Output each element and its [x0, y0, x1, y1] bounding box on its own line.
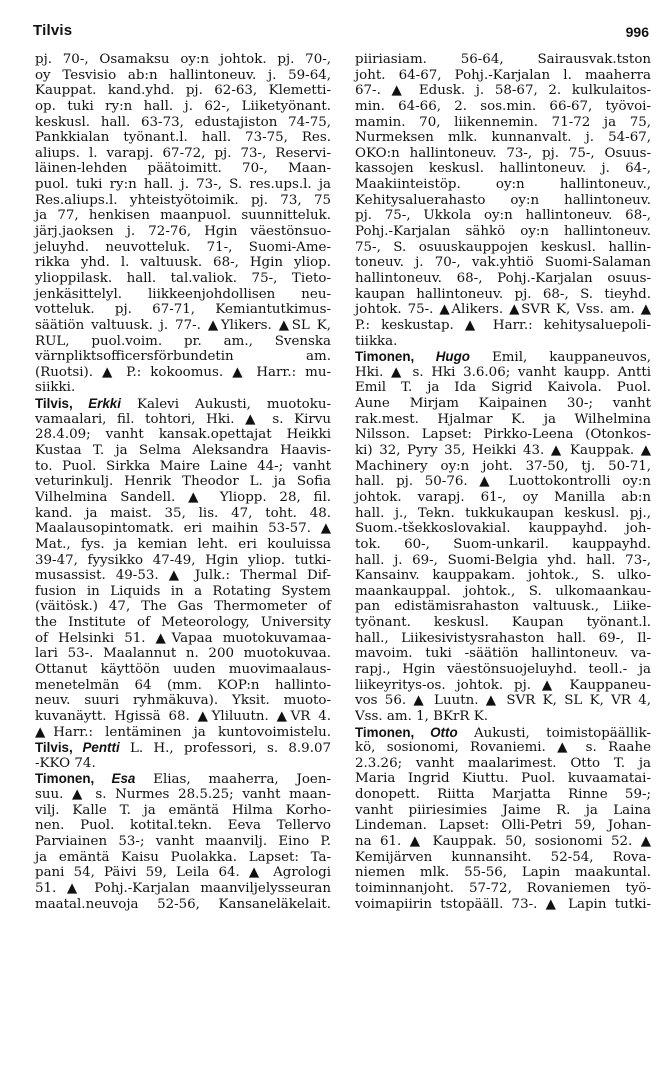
text-line [355, 490, 651, 506]
line-text: voimapiirin tstopääll. 73-. ▲ Lapin tutki- [355, 896, 651, 912]
text-line [355, 365, 651, 381]
text-line [35, 52, 331, 68]
text-line [355, 177, 651, 193]
text-line [35, 146, 331, 162]
text-line [35, 631, 331, 647]
line-text: hall. pj. 50-76. ▲ Luottokontrolli oy:n [355, 474, 651, 490]
text-line [355, 427, 651, 443]
text-line [35, 599, 331, 615]
text-line [35, 224, 331, 240]
text-line [355, 318, 651, 334]
line-text: P.: keskustap. ▲ Harr.: kehitysaluepoli- [355, 317, 651, 333]
line-text: kand. ja maist. 35, lis. 47, toht. 48. [35, 505, 331, 521]
line-text: kaupan hallintoneuv. pj. 68-, S. tieyhd. [355, 286, 651, 302]
text-line [35, 740, 331, 756]
text-line [355, 83, 651, 99]
text-line [355, 68, 651, 84]
text-line [35, 615, 331, 631]
line-text: tok. 60-, Suom-unkaril. kauppayhd. [355, 536, 651, 552]
text-line [35, 177, 331, 193]
line-text: piiriasiam. 56-64, Sairausvak.tston [355, 52, 651, 67]
line-text: to. Puol. Sirkka Maire Laine 44-; vanht [35, 458, 331, 474]
text-line [35, 537, 331, 553]
line-text: 75-, S. osuuskauppojen keskusl. hallin- [355, 239, 651, 255]
line-text: vos 56. ▲ Luutn. ▲ SVR K, SL K, VR 4, [355, 693, 651, 709]
text-line [35, 709, 331, 725]
line-text: Maria Ingrid Kiuttu. Puol. kuvaamatai- [355, 771, 651, 787]
text-line [355, 881, 651, 897]
line-text: Lindeman. Lapset: Olli-Petri 59, Johan- [355, 818, 651, 834]
text-line [35, 459, 331, 475]
line-text: RUL, puol.voim. pr. am., Svenska [35, 333, 331, 349]
line-text: kö, sosionomi, Rovaniemi. ▲ s. Raahe [355, 740, 651, 756]
line-text: 39-47, fyysikko 47-49, Hgin yliop. tutki- [35, 552, 331, 568]
text-line [35, 255, 331, 271]
text-line [355, 412, 651, 428]
text-line [35, 897, 331, 913]
text-line [355, 380, 651, 396]
text-line [35, 412, 331, 428]
line-text: säätiön valtuusk. j. 77-. ▲Ylikers. ▲SL K, [35, 317, 331, 333]
line-text: -KKO 74. [35, 755, 96, 771]
text-line [355, 271, 651, 287]
line-text: Mat., fys. ja kemian leht. eri kouluissa [35, 536, 331, 552]
text-line [35, 240, 331, 256]
text-line [35, 490, 331, 506]
text-line [355, 568, 651, 584]
text-line [35, 83, 331, 99]
line-text: (väitösk.) 47, The Gas Thermometer of [35, 599, 331, 615]
line-text: OKO:n hallintoneuv. 73-, pj. 75-, Osuus- [355, 145, 651, 161]
text-line [355, 599, 651, 615]
line-text: maatal.neuvoja 52-56, Kansaneläkelait. [35, 896, 331, 912]
line-text: Hki. ▲ s. Hki 3.6.06; vanht kaupp. Antti [355, 364, 651, 380]
text-line [355, 115, 651, 131]
text-line [35, 302, 331, 318]
text-line [35, 725, 331, 741]
line-text: Suom.-tšekkoslovakial. kauppayhd. joh- [355, 521, 651, 537]
line-text: työnant. keskusl. Kaupan työnant.l. [355, 615, 651, 631]
text-line [35, 506, 331, 522]
line-text: vilj. Kalle T. ja emäntä Hilma Korho- [35, 802, 331, 818]
text-line [355, 787, 651, 803]
text-line [35, 193, 331, 209]
line-text: vanht piiriesimies Jaime R. ja Laina [355, 802, 651, 818]
text-line [35, 349, 331, 365]
text-line [355, 693, 651, 709]
text-line [355, 52, 651, 68]
line-text: Kalevi Aukusti, muotoku- [120, 397, 331, 413]
text-line [355, 897, 651, 913]
line-text: ja 77, henkisen maanpuol. suunnitteluk. [35, 208, 331, 224]
line-text: Emil, kauppaneuvos, [469, 350, 651, 366]
entry-given-name: Hugo [435, 349, 470, 365]
text-line [355, 803, 651, 819]
text-line [35, 443, 331, 459]
text-line [355, 146, 651, 162]
line-text: ki) 32, Pyry 35, Heikki 43. ▲ Kauppak. ▲ [355, 443, 651, 459]
text-line [35, 834, 331, 850]
text-line [355, 396, 651, 412]
text-line [35, 568, 331, 584]
line-text: rapj., Hgin väestönsuojeluyhd. teoll.- ja [355, 661, 651, 677]
line-text: oy Tesvisio ab:n hallintoneuv. j. 59-64, [35, 67, 331, 83]
text-line [35, 678, 331, 694]
text-line [35, 474, 331, 490]
text-line [355, 287, 651, 303]
text-line [35, 756, 331, 772]
line-text: ylioppilask. hall. tal.valiok. 75-, Tieto- [35, 270, 331, 286]
text-line [355, 678, 651, 694]
line-text: rikka yhd. l. valtuusk. 68-, Hgin yliop. [35, 255, 331, 271]
text-line [35, 208, 331, 224]
page-number: 996 [625, 24, 649, 40]
text-line [35, 427, 331, 443]
line-text: suu. ▲ s. Nurmes 28.5.25; vanht maan- [35, 787, 331, 803]
text-line [355, 224, 651, 240]
line-text: järj.jaoksen j. 72-76, Hgin väestönsuo- [35, 224, 331, 240]
entry-headword: Timonen, [355, 349, 436, 365]
text-line [355, 130, 651, 146]
page-header [33, 22, 649, 44]
text-line [35, 130, 331, 146]
entry-headword: Tilvis, [35, 396, 89, 412]
entry-headword: Timonen, [355, 724, 431, 740]
text-line [355, 631, 651, 647]
text-line [35, 865, 331, 881]
line-text: 51. ▲ Pohj.-Karjalan maanviljelysseuran [35, 880, 331, 896]
line-text: Kauppat. kand.yhd. pj. 62-63, Klemetti- [35, 83, 331, 99]
text-line [35, 693, 331, 709]
entry-given-name: Erkki [88, 396, 121, 412]
line-text: Vss. am. 1, BKrR K. [355, 708, 488, 724]
line-text: of Helsinki 51. ▲Vapaa muotokuvamaa- [35, 630, 331, 646]
line-text: maankauppal. johtok., S. ulkomaankau- [355, 583, 651, 599]
text-line [35, 161, 331, 177]
line-text: veturinkulj. Henrik Theodor L. ja Sofia [35, 474, 331, 490]
line-text: Nilsson. Lapset: Pirkko-Leena (Otonkos- [355, 427, 651, 443]
entry-headword: Timonen, [35, 771, 112, 787]
line-text: värnpliktsofficersförbundetin am. [35, 349, 331, 365]
text-line [35, 365, 331, 381]
text-line [355, 850, 651, 866]
line-text: pj. 70-, Osamaksu oy:n johtok. pj. 70-, [35, 52, 331, 67]
text-line [355, 537, 651, 553]
line-text: neuv. suuri ryhmäkuva). Yksit. muoto- [35, 693, 331, 709]
line-text: hall. j. 69-, Suomi-Belgia yhd. hall. 73-, [355, 552, 651, 568]
line-text: 67-. ▲ Edusk. j. 58-67, 2. kulkulaitos- [355, 83, 651, 99]
line-text: jeluyhd. neuvotteluk. 71-, Suomi-Ame- [35, 239, 331, 255]
line-text: toneuv. j. 70-, vak.yhtiö Suomi-Salaman [355, 255, 651, 271]
line-text: Aune Mirjam Kaipainen 30-; vanht [355, 396, 651, 412]
text-line [355, 474, 651, 490]
line-text: Kemijärven kunnansiht. 52-54, Rova- [355, 849, 651, 865]
text-line [35, 115, 331, 131]
line-text: mavoim. tuki -säätiön hallintoneuv. va- [355, 646, 651, 662]
line-text: Elias, maaherra, Joen- [135, 772, 331, 788]
line-text: Kehitysaluerahasto oy:n hallintoneuv. [355, 192, 651, 208]
text-line [35, 334, 331, 350]
line-text: Machinery oy:n joht. 37-50, tj. 50-71, [355, 458, 651, 474]
text-line [355, 255, 651, 271]
line-text: liikeyritys-os. johtok. pj. ▲ Kauppaneu- [355, 677, 651, 693]
text-line [35, 646, 331, 662]
line-text: toiminnanjoht. 57-72, Rovaniemen työ- [355, 880, 651, 896]
line-text: Res.aliups.l. yhteistyötoimik. pj. 73, 75 [35, 192, 331, 208]
text-line [355, 334, 651, 350]
line-text: johtok. varapj. 61-, oy Manilla ab:n [355, 489, 651, 505]
line-text: jenkäsittelyl. liikkeenjohdollisen neu- [35, 286, 331, 302]
line-text: pan edistämisrahaston valtuusk., Liike- [355, 599, 651, 615]
text-line [355, 662, 651, 678]
line-text: lari 53-. Maalannut n. 200 muotokuvaa. [35, 646, 331, 662]
line-text: joht. 64-67, Pohj.-Karjalan l. maaherra [355, 67, 651, 83]
line-text: 2.3.26; vanht maalarimest. Otto T. ja [355, 755, 651, 771]
text-line [355, 646, 651, 662]
line-text: Pohj.-Karjalan sähkö oy:n hallintoneuv. [355, 224, 651, 240]
line-text: aliups. l. varapj. 67-72, pj. 73-, Reservi- [35, 145, 331, 161]
line-text: vamaalari, fil. tohtori, Hki. ▲ s. Kirvu [35, 411, 331, 427]
line-text: kuvanäytt. Hgissä 68. ▲Yliluutn. ▲VR 4. [35, 708, 331, 724]
right-column [355, 52, 651, 912]
line-text: L. H., professori, s. 8.9.07 [119, 741, 331, 757]
line-text: the Institute of Meteorology, University [35, 615, 331, 631]
line-text: Aukusti, toimistopäällik- [457, 725, 651, 741]
entry-headword: Tilvis, [35, 740, 83, 756]
text-line [35, 271, 331, 287]
text-line [355, 740, 651, 756]
text-line [355, 756, 651, 772]
text-line [35, 318, 331, 334]
line-text: Ottanut käyttöön uuden muovimaalaus- [35, 661, 331, 677]
text-line [355, 584, 651, 600]
line-text: menetelmän 64 (mm. KOP:n hallinto- [35, 677, 331, 693]
line-text: tiikka. [355, 333, 398, 349]
text-line [35, 68, 331, 84]
line-text: nen. Puol. kotital.tekn. Eeva Tellervo [35, 818, 331, 834]
text-line [35, 584, 331, 600]
line-text: puol. tuki ry:n hall. j. 73-, S. res.ups.l. ja [35, 177, 331, 193]
text-line [355, 709, 651, 725]
line-text: Nurmeksen mlk. kunnanvalt. j. 54-67, [355, 130, 651, 146]
entry-given-name: Pentti [82, 740, 120, 756]
line-text: niemen mlk. 55-56, Lapin maakuntal. [355, 865, 651, 881]
line-text: Pankkialan työnant.l. hall. 73-75, Res. [35, 130, 331, 146]
text-line [355, 521, 651, 537]
text-line [35, 99, 331, 115]
running-head: Tilvis [33, 22, 73, 39]
line-text: pani 54, Päivi 59, Leila 64. ▲ Agrologi [35, 865, 331, 881]
line-text: 28.4.09; vanht kansak.opettajat Heikki [35, 427, 331, 443]
entry-given-name: Otto [430, 724, 458, 740]
line-text: ja emäntä Kaisu Puolakka. Lapset: Ta- [35, 849, 331, 865]
text-line [355, 615, 651, 631]
text-line [355, 865, 651, 881]
text-line [355, 302, 651, 318]
text-line [355, 161, 651, 177]
text-line [355, 818, 651, 834]
text-line [355, 193, 651, 209]
line-text: pj. 75-, Ukkola oy:n hallintoneuv. 68-, [355, 208, 651, 224]
text-line [35, 287, 331, 303]
line-text: läinen-lehden päätoimitt. 70-, Maan- [35, 161, 331, 177]
text-line [355, 553, 651, 569]
line-text: johtok. 75-. ▲Alikers. ▲SVR K, Vss. am. ▲ [355, 302, 651, 318]
line-text: Vilhelmina Sandell. ▲ Yliopp. 28, fil. [35, 489, 331, 505]
text-line [355, 725, 651, 741]
text-line [35, 662, 331, 678]
line-text: donopett. Riitta Marjatta Rinne 59-; [355, 787, 651, 803]
line-text: votteluk. pj. 67-71, Kemiantutkimus- [35, 302, 331, 318]
line-text: hall. j., Tekn. tukkukaupan keskusl. pj., [355, 505, 651, 521]
line-text: fusion in Liquids in a Rotating System [35, 583, 331, 599]
text-line [35, 803, 331, 819]
text-line [355, 771, 651, 787]
line-text: (Ruotsi). ▲ P.: kokoomus. ▲ Harr.: mu- [35, 364, 331, 380]
text-line [355, 459, 651, 475]
text-line [355, 834, 651, 850]
entry-given-name: Esa [111, 771, 136, 787]
line-text: min. 64-66, 2. sos.min. 66-67, työvoi- [355, 98, 651, 114]
text-line [35, 850, 331, 866]
text-line [35, 787, 331, 803]
text-line [35, 771, 331, 787]
line-text: Kansainv. kauppakam. johtok., S. ulko- [355, 568, 651, 584]
text-line [35, 521, 331, 537]
text-line [355, 240, 651, 256]
left-column [35, 52, 331, 912]
text-line [35, 380, 331, 396]
text-line [355, 99, 651, 115]
text-line [35, 396, 331, 412]
line-text: Maalausopintomatk. eri maihin 53-57. ▲ [35, 521, 331, 537]
line-text: na 61. ▲ Kauppak. 50, sosionomi 52. ▲ [355, 834, 651, 850]
line-text: hallintoneuv. 68-, Pohj.-Karjalan osuus- [355, 270, 651, 286]
line-text: op. tuki ry:n hall. j. 62-, Liiketyönant. [35, 98, 331, 114]
text-line [355, 208, 651, 224]
line-text: hall., Liikesivistysrahaston hall. 69-, Il- [355, 630, 651, 646]
line-text: Emil T. ja Ida Sigrid Kaivola. Puol. [355, 380, 651, 396]
text-line [35, 818, 331, 834]
line-text: Parviainen 53-; vanht maanvilj. Eino P. [35, 834, 331, 850]
line-text: mamin. 70, liikennemin. 71-72 ja 75, [355, 114, 651, 130]
line-text: keskusl. hall. 63-73, edustajiston 74-75, [35, 114, 331, 130]
line-text: kassojen keskusl. hallintoneuv. j. 64-, [355, 161, 651, 177]
line-text: siikki. [35, 380, 76, 396]
line-text: Maakiinteistöp. oy:n hallintoneuv., [355, 177, 651, 193]
line-text: rak.mest. Hjalmar K. ja Wilhelmina [355, 411, 651, 427]
text-line [355, 349, 651, 365]
line-text: musassist. 49-53. ▲ Julk.: Thermal Dif- [35, 568, 331, 584]
line-text: Kustaa T. ja Selma Aleksandra Haavis- [35, 443, 331, 459]
text-line [35, 881, 331, 897]
text-line [355, 506, 651, 522]
line-text: ▲Harr.: lentäminen ja kuntovoimistelu. [35, 724, 331, 740]
text-line [35, 553, 331, 569]
text-line [355, 443, 651, 459]
